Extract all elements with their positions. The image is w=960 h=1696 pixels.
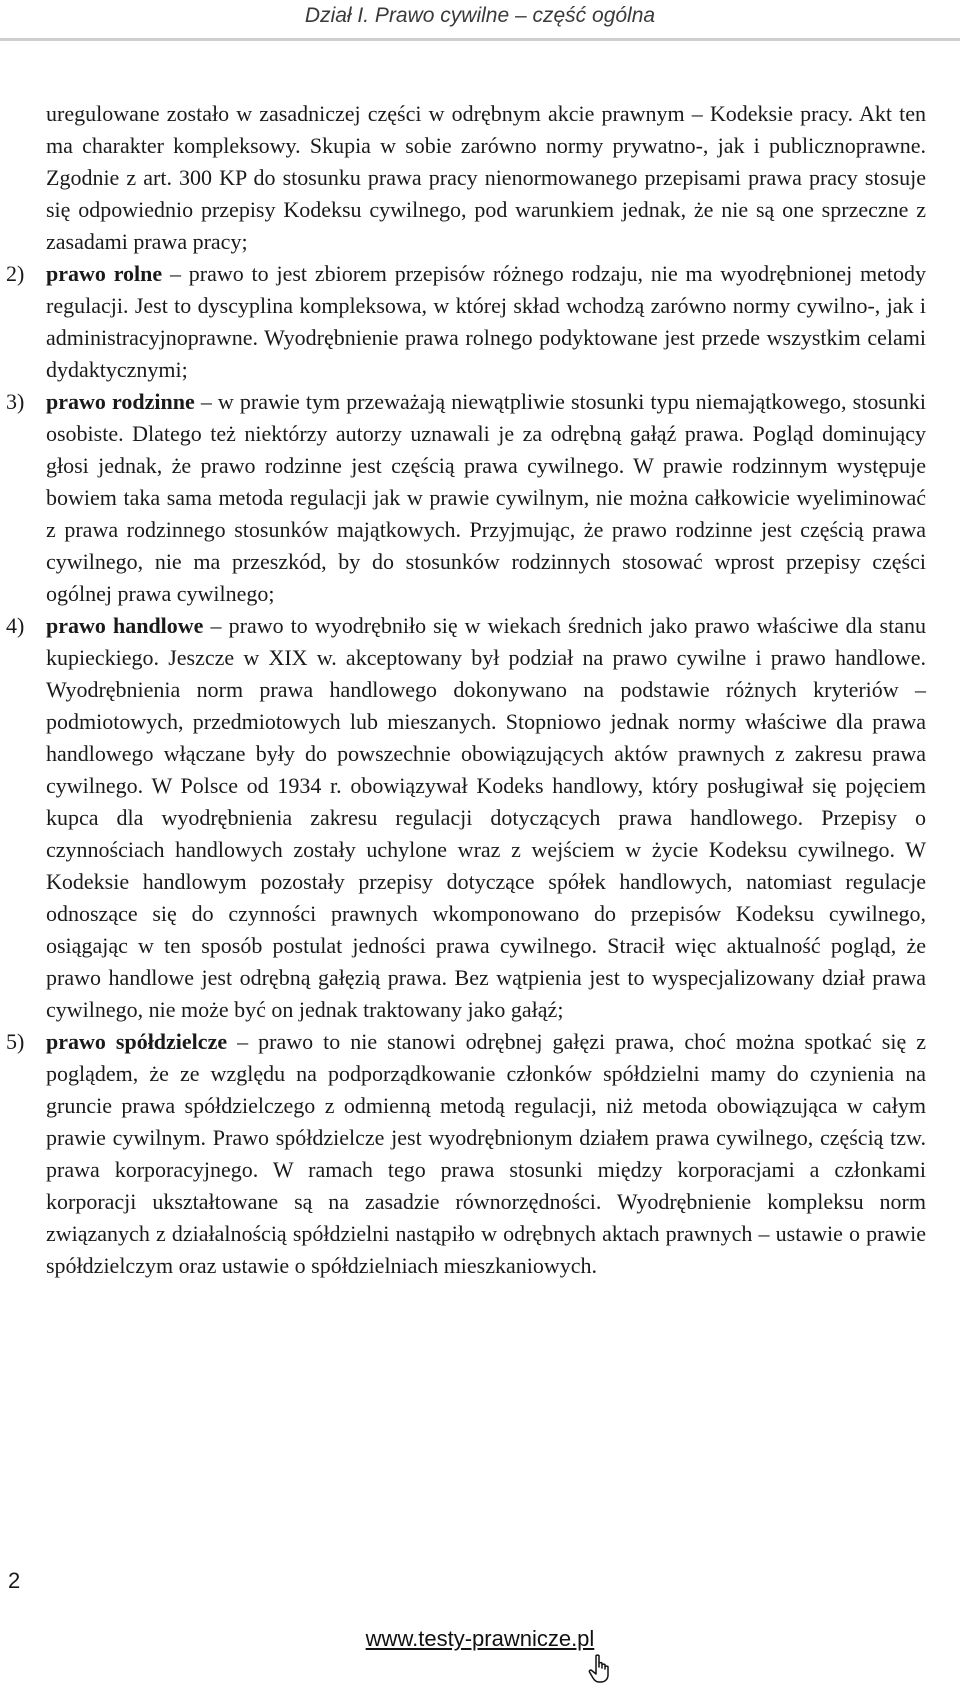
list-text: – prawo to wyodrębniło się w wiekach średnich jako prawo właściwe dla stanu kupieckiego. Jeszcze w XIX w. akceptowany był podział na prawo cywilne i prawo handlowe. Wyodrębnienia norm prawa handlowego dokonywano na podstawie różnych kryteriów – podmiotowych, przedmiotowych lub mieszanych. Stopniowo jednak normy właściwe dla prawa handlowego włączane były do powszechnie obowiązujących aktów prawnych z zakresu prawa cywilnego. W Polsce od 1934 r. obowiązywał Kodeks handlowy, który posługiwał się pojęciem kupca dla wyodrębnienia zakresu regulacji dotyczących prawa handlowego. Przepisy o czynnościach handlowych zostały uchylone wraz z wejściem w życie Kodeksu cywilnego. W Kodeksie handlowym pozostały przepisy dotyczące spółek handlowych, natomiast regulacje odnoszące się do czynności prawnych wkomponowano do przepisów Kodeksu cywilnego, osiągając w ten sposób postulat jedności prawa cywilnego. Stracił więc aktualność pogląd, że prawo handlowe jest odrębną gałęzią prawa. Bez wątpienia jest to wyspecjalizowany dział prawa cywilnego, nie może być on jednak traktowany jako gałąź;	[46, 613, 926, 1022]
list-term: prawo rodzinne	[46, 389, 195, 414]
branches-list	[6, 258, 926, 1282]
list-item-prawo-rolne	[6, 258, 926, 386]
list-number: 5)	[6, 1029, 25, 1054]
list-number: 4)	[6, 613, 25, 638]
list-term: prawo handlowe	[46, 613, 204, 638]
list-item-prawo-rodzinne	[6, 386, 926, 610]
list-term: prawo spółdzielcze	[46, 1029, 228, 1054]
list-number: 2)	[6, 261, 25, 286]
website-link[interactable]: www.testy-prawnicze.pl	[365, 1626, 595, 1651]
page-number: 2	[8, 1568, 21, 1593]
hand-pointer-icon	[588, 1654, 610, 1684]
list-item-prawo-spoldzielcze	[6, 1026, 926, 1282]
list-text: – prawo to nie stanowi odrębnej gałęzi prawa, choć można spotkać się z poglądem, że ze względu na podporządkowanie członków spółdzielni mamy do czynienia na gruncie prawa spółdzielczego z odmienną metodą regulacji, niż metoda obowiązująca w całym prawie cywilnym. Prawo spółdzielcze jest wyodrębnionym działem prawa cywilnego, częścią tzw. prawa korporacyjnego. W ramach tego prawa stosunki między korporacjami a członkami korporacji ukształtowane są na zasadzie równorzędności. Wyodrębnienie kompleksu norm związanych z działalnością spółdzielni nastąpiło w odrębnych aktach prawnych – ustawie o prawie spółdzielczym oraz ustawie o spółdzielniach mieszkaniowych.	[46, 1029, 926, 1278]
header-title: Dział I. Prawo cywilne – część ogólna	[304, 4, 656, 27]
list-text: – prawo to jest zbiorem przepisów różnego rodzaju, nie ma wyodrębnionej metody regulacji. Jest to dyscyplina kompleksowa, w której skład wchodzą zarówno normy cywilno-, jak i administracyjnoprawne. Wyodrębnienie prawa rolnego podyktowane jest przede wszystkim celami dydaktycznymi;	[46, 261, 926, 382]
intro-paragraph: uregulowane zostało w zasadniczej części w odrębnym akcie prawnym – Kodeksie pracy. Akt ten ma charakter kompleksowy. Skupia w sobie zarówno normy prywatno-, jak i publicznoprawne. Zgodnie z art. 300 KP do stosunku prawa pracy nienormowanego przepisami prawa pracy stosuje się odpowiednio przepisy Kodeksu cywilnego, pod warunkiem jednak, że nie są one sprzeczne z zasadami prawa pracy;	[46, 101, 926, 254]
list-item-prawo-handlowe	[6, 610, 926, 1026]
list-number: 3)	[6, 389, 25, 414]
running-header	[0, 0, 960, 40]
list-text: – w prawie tym przeważają niewątpliwie stosunki typu niemajątkowego, stosunki osobiste. Dlatego też niektórzy autorzy uznawali je za odrębną gałąź prawa. Pogląd dominujący głosi jednak, że prawo rodzinne jest częścią prawa cywilnego. W prawie rodzinnym występuje bowiem taka sama metoda regulacji jak w prawie cywilnym, nie można całkowicie wyeliminować z prawa rodzinnego stosunków majątkowych. Przyjmując, że prawo rodzinne jest częścią prawa cywilnego, nie ma przeszkód, by do stosunków rodzinnych stosować wprost przepisy części ogólnej prawa cywilnego;	[46, 389, 926, 606]
header-divider	[0, 38, 960, 41]
document-body	[6, 98, 926, 1282]
list-term: prawo rolne	[46, 261, 163, 286]
